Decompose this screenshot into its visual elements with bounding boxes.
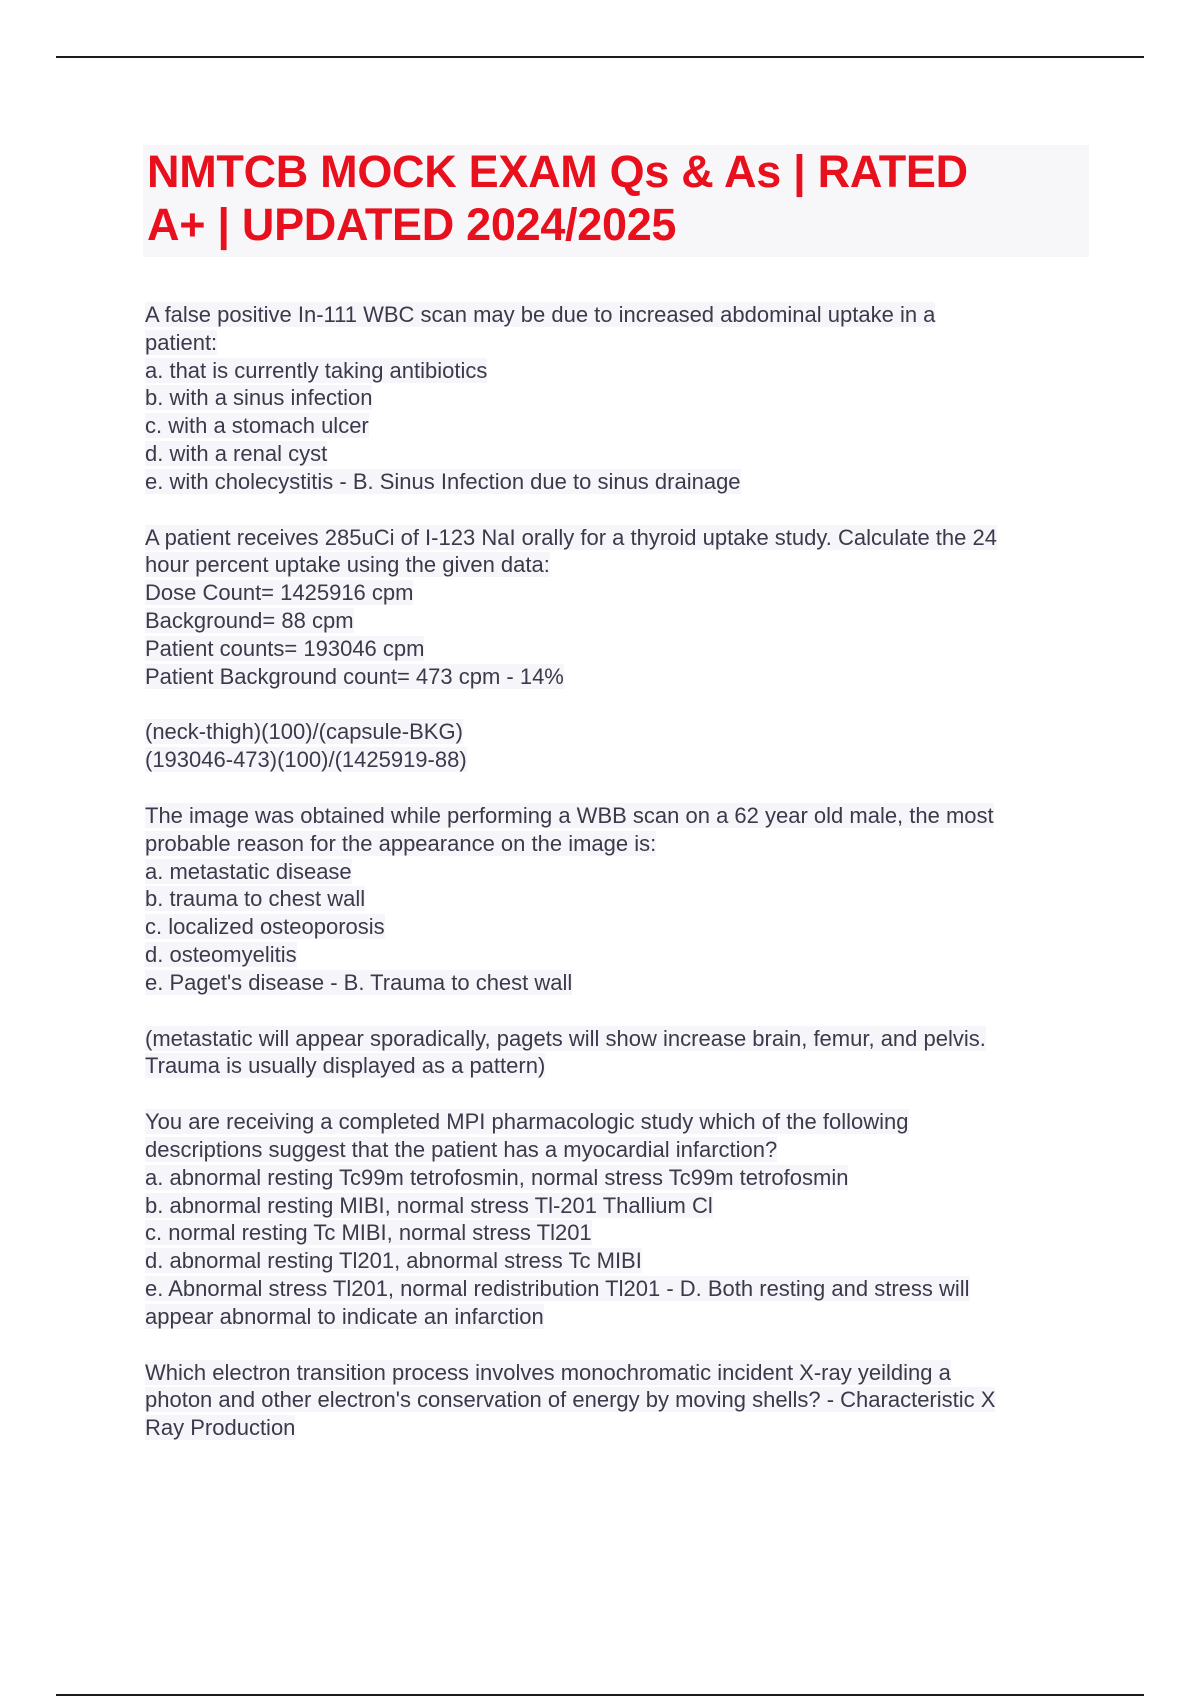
title-banner [143, 145, 1089, 257]
data-line [145, 579, 1105, 607]
line-text: e. with cholecystitis - B. Sinus Infection due to sinus drainage [145, 468, 741, 494]
option-line [145, 885, 1105, 913]
line-text: photon and other electron's conservation of energy by moving shells? - Characteristic X [145, 1387, 996, 1413]
text-line [145, 1136, 1105, 1164]
title-line: NMTCB MOCK EXAM Qs & As | RATED [147, 146, 968, 197]
formula-line [145, 718, 1105, 746]
line-text: b. trauma to chest wall [145, 886, 366, 912]
question-block-1 [145, 301, 1105, 496]
text-line [145, 1025, 1105, 1053]
line-text: b. with a sinus infection [145, 385, 373, 411]
line-text: Which electron transition process involves monochromatic incident X-ray yeilding a [145, 1359, 951, 1385]
option-line [145, 412, 1105, 440]
line-text: hour percent uptake using the given data: [145, 552, 550, 578]
line-text: d. osteomyelitis [145, 941, 297, 967]
line-text: (neck-thigh)(100)/(capsule-BKG) [145, 719, 463, 745]
option-line [145, 1247, 1105, 1275]
option-line [145, 1219, 1105, 1247]
line-text: A patient receives 285uCi of I-123 NaI orally for a thyroid uptake study. Calculate the 24 [145, 524, 997, 550]
line-text: patient: [145, 329, 218, 355]
line-text: (193046-473)(100)/(1425919-88) [145, 747, 467, 773]
document-body [145, 301, 1105, 1470]
question-block-3 [145, 802, 1105, 997]
option-line [145, 1192, 1105, 1220]
text-line [145, 551, 1105, 579]
line-text: c. normal resting Tc MIBI, normal stress Tl201 [145, 1220, 592, 1246]
text-line [145, 1052, 1105, 1080]
top-rule [56, 56, 1144, 58]
question-block-5 [145, 1359, 1105, 1442]
option-line [145, 858, 1105, 886]
option-line [145, 357, 1105, 385]
line-text: d. with a renal cyst [145, 440, 328, 466]
line-text: c. with a stomach ulcer [145, 413, 369, 439]
line-text: descriptions suggest that the patient has a myocardial infarction? [145, 1136, 778, 1162]
answer-line [145, 1414, 1105, 1442]
question-block-4 [145, 1108, 1105, 1330]
line-text: a. abnormal resting Tc99m tetrofosmin, normal stress Tc99m tetrofosmin [145, 1164, 849, 1190]
option-answer-line [145, 468, 1105, 496]
line-text: appear abnormal to indicate an infarction [145, 1303, 544, 1329]
option-line [145, 941, 1105, 969]
option-line [145, 440, 1105, 468]
line-text: Dose Count= 1425916 cpm [145, 580, 414, 606]
line-text: Background= 88 cpm [145, 607, 354, 633]
line-text: Ray Production [145, 1415, 296, 1441]
formula-block [145, 718, 1105, 774]
text-line [145, 1108, 1105, 1136]
text-line [145, 301, 1105, 329]
option-answer-line [145, 1275, 1105, 1303]
line-text: c. localized osteoporosis [145, 914, 385, 940]
formula-line [145, 746, 1105, 774]
document-title [147, 145, 1085, 251]
data-line [145, 635, 1105, 663]
text-line [145, 802, 1105, 830]
line-text: probable reason for the appearance on the image is: [145, 830, 657, 856]
answer-line [145, 1303, 1105, 1331]
line-text: b. abnormal resting MIBI, normal stress Tl-201 Thallium Cl [145, 1192, 713, 1218]
option-line [145, 384, 1105, 412]
line-text: The image was obtained while performing a WBB scan on a 62 year old male, the most [145, 802, 994, 828]
option-answer-line [145, 969, 1105, 997]
line-text: Trauma is usually displayed as a pattern) [145, 1053, 546, 1079]
text-line [145, 524, 1105, 552]
line-text: Patient counts= 193046 cpm [145, 635, 425, 661]
line-text: (metastatic will appear sporadically, pagets will show increase brain, femur, and pelvis. [145, 1025, 986, 1051]
line-text: Patient Background count= 473 cpm - 14% [145, 663, 564, 689]
option-line [145, 1164, 1105, 1192]
text-line [145, 329, 1105, 357]
answer-line [145, 663, 1105, 691]
line-text: You are receiving a completed MPI pharmacologic study which of the following [145, 1109, 909, 1135]
line-text: e. Paget's disease - B. Trauma to chest wall [145, 969, 573, 995]
bottom-rule [56, 1694, 1144, 1696]
line-text: a. metastatic disease [145, 858, 352, 884]
line-text: d. abnormal resting Tl201, abnormal stress Tc MIBI [145, 1248, 642, 1274]
explanation-block [145, 1025, 1105, 1081]
line-text: A false positive In-111 WBC scan may be due to increased abdominal uptake in a [145, 302, 936, 327]
text-line [145, 1359, 1105, 1387]
data-line [145, 607, 1105, 635]
option-line [145, 913, 1105, 941]
line-text: a. that is currently taking antibiotics [145, 357, 488, 383]
text-line [145, 830, 1105, 858]
title-line: A+ | UPDATED 2024/2025 [147, 199, 677, 250]
question-block-2 [145, 524, 1105, 691]
text-line [145, 1386, 1105, 1414]
line-text: e. Abnormal stress Tl201, normal redistribution Tl201 - D. Both resting and stress will [145, 1275, 970, 1301]
